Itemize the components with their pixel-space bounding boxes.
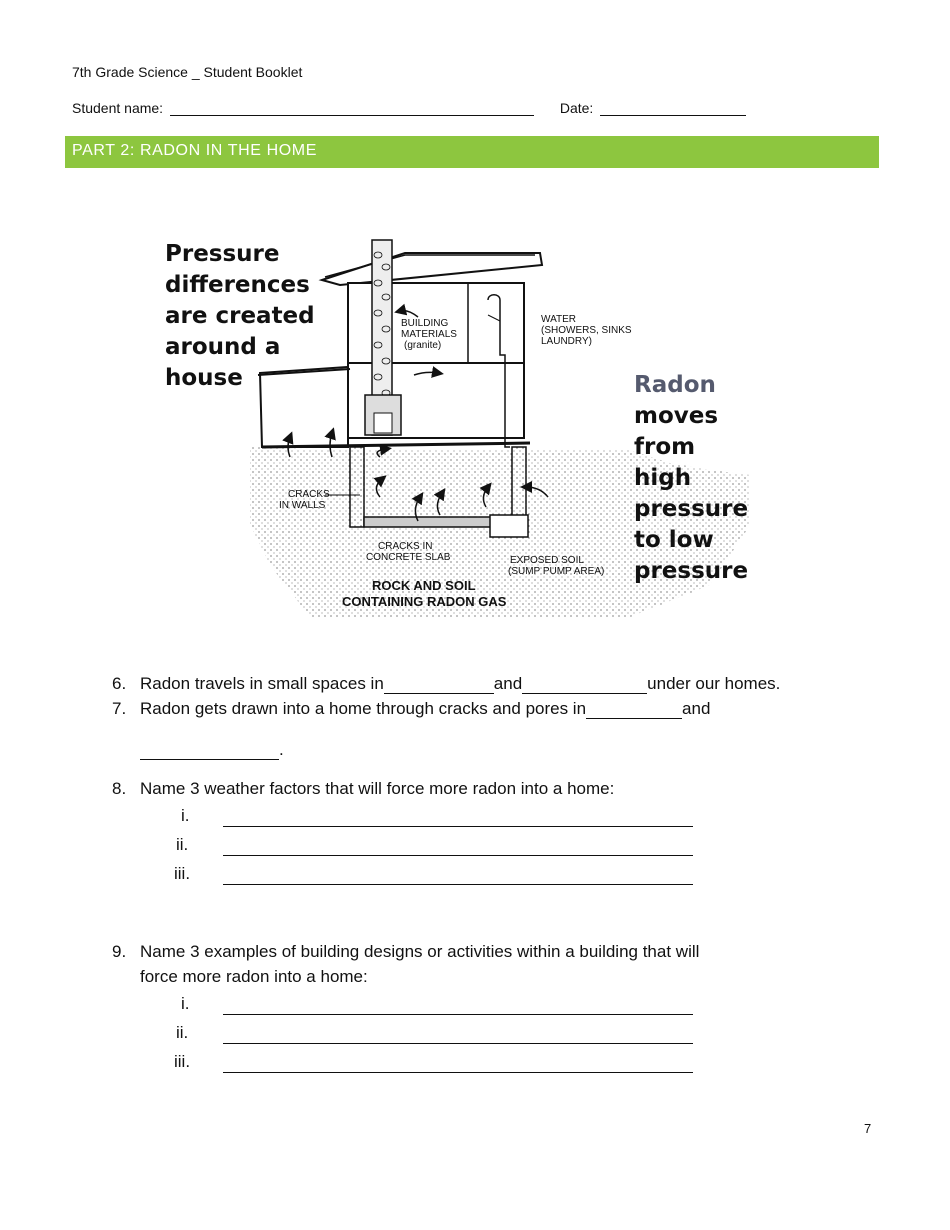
answer-line[interactable] [223, 1014, 693, 1015]
question-6-text-2: and [493, 674, 523, 693]
date-field[interactable] [600, 101, 746, 116]
radon-moves-caption [634, 370, 748, 587]
radon-caption-line: from [634, 434, 696, 460]
label-building-materials-2: MATERIALS [401, 329, 457, 340]
label-cracks-slab-1: CRACKS IN [378, 541, 433, 552]
page-number: 7 [864, 1121, 872, 1136]
label-cracks-walls-2: IN WALLS [279, 500, 326, 511]
question-number: 8. [112, 779, 127, 798]
section-banner: PART 2: RADON IN THE HOME [65, 136, 879, 168]
label-water-3: LAUNDRY) [541, 336, 592, 347]
answer-line[interactable] [223, 855, 693, 856]
radon-caption-line: to low [634, 527, 714, 553]
answer-blank[interactable] [586, 701, 682, 719]
label-cracks-slab-2: CONCRETE SLAB [366, 552, 451, 563]
pressure-caption-line: around a [165, 334, 281, 360]
question-9 [112, 942, 699, 962]
label-exposed-soil-1: EXPOSED SOIL [510, 555, 584, 566]
answer-line[interactable] [223, 826, 693, 827]
booklet-title: 7th Grade Science _ Student Booklet [72, 64, 303, 80]
question-7 [112, 699, 710, 719]
question-6 [112, 674, 780, 694]
answer-line[interactable] [223, 1072, 693, 1073]
question-9-text-2: force more radon into a home: [140, 967, 368, 986]
question-7-text-1: Radon gets drawn into a home through cracks and pores in [140, 699, 587, 718]
radon-caption-line: moves [634, 403, 719, 429]
pressure-caption-line: house [165, 365, 243, 391]
pressure-caption [165, 239, 315, 394]
label-exposed-soil-2: (SUMP PUMP AREA) [508, 566, 605, 577]
label-rock-soil-1: ROCK AND SOIL [372, 578, 476, 593]
student-info-row [72, 100, 772, 116]
radon-caption-line: pressure [634, 558, 749, 584]
pressure-caption-line: differences [165, 272, 310, 298]
radon-caption-line: Radon [634, 372, 716, 398]
answer-line[interactable] [223, 884, 693, 885]
question-number: 6. [112, 674, 127, 693]
label-building-materials-3: (granite) [404, 340, 442, 351]
label-building-materials-1: BUILDING [401, 318, 449, 329]
answer-blank[interactable] [140, 742, 279, 760]
label-rock-soil-2: CONTAINING RADON GAS [342, 594, 507, 609]
pressure-caption-line: Pressure [165, 241, 280, 267]
question-7-continued [140, 740, 284, 760]
question-7-end: . [279, 740, 284, 759]
question-8-text: Name 3 weather factors that will force more radon into a home: [140, 779, 615, 798]
question-7-text-2: and [682, 699, 711, 718]
item-numeral: i. [181, 806, 190, 825]
label-water-1: WATER [541, 314, 576, 325]
item-numeral: ii. [176, 1023, 189, 1042]
answer-blank[interactable] [384, 676, 494, 694]
question-6-text-3: under our homes. [647, 674, 781, 693]
answer-line[interactable] [223, 1043, 693, 1044]
radon-house-diagram [150, 225, 790, 625]
question-number: 7. [112, 699, 127, 718]
question-6-text-1: Radon travels in small spaces in [140, 674, 384, 693]
radon-caption-line: high [634, 465, 692, 491]
item-numeral: ii. [176, 835, 189, 854]
question-number: 9. [112, 942, 127, 961]
item-numeral: i. [181, 994, 190, 1013]
label-water-2: (SHOWERS, SINKS [541, 325, 632, 336]
sump-pit [490, 515, 528, 537]
label-cracks-walls-1: CRACKS [288, 489, 330, 500]
student-name-label: Student name: [72, 100, 164, 116]
student-name-field[interactable] [170, 101, 534, 116]
item-numeral: iii. [174, 864, 191, 883]
item-numeral: iii. [174, 1052, 191, 1071]
question-8 [112, 779, 614, 799]
date-label: Date: [559, 100, 594, 116]
question-9-text-1: Name 3 examples of building designs or activities within a building that will [140, 942, 700, 961]
pressure-caption-line: are created [165, 303, 315, 329]
answer-blank[interactable] [522, 676, 647, 694]
basement-wall-left [350, 447, 364, 527]
radon-caption-line: pressure [634, 496, 749, 522]
